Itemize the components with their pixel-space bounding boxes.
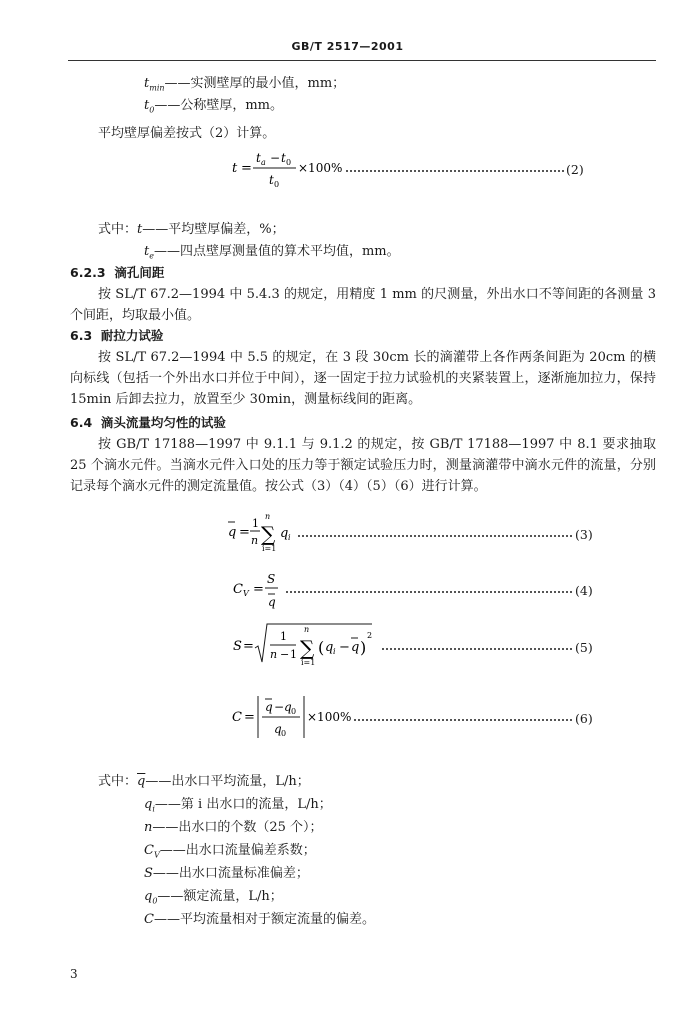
section-number: 6.2.3 xyxy=(70,265,106,280)
def-s-text: ——出水口流量标准偏差； xyxy=(152,866,309,881)
svg-text:i=1: i=1 xyxy=(262,544,277,553)
def-t-text: ——平均壁厚偏差，%； xyxy=(142,222,285,237)
formula-6-number: (6) xyxy=(575,711,593,726)
def-qbar xyxy=(98,770,310,789)
svg-text:∑: ∑ xyxy=(300,636,315,660)
def-n-text: ——出水口的个数（25 个）； xyxy=(152,820,323,835)
svg-text:q: q xyxy=(351,640,360,655)
def-prefix: 式中： xyxy=(98,774,138,789)
svg-text:S: S xyxy=(267,572,276,586)
formula-3-number: (3) xyxy=(575,527,593,542)
formula-5 xyxy=(0,618,695,674)
svg-text:q: q xyxy=(284,700,292,714)
svg-text:n: n xyxy=(304,625,310,634)
formula-6-leader xyxy=(354,719,572,721)
section-6-4-heading xyxy=(70,413,226,431)
svg-text:=: = xyxy=(244,710,255,725)
svg-text:n: n xyxy=(270,648,278,661)
svg-text:−: − xyxy=(280,648,290,661)
svg-text:0: 0 xyxy=(286,158,292,167)
header-rule xyxy=(68,60,656,61)
svg-text:∑: ∑ xyxy=(261,522,276,546)
def-qbar-text: ——出水口平均流量，L/h； xyxy=(145,774,310,789)
def-t xyxy=(98,218,285,237)
svg-text:q: q xyxy=(280,526,289,541)
def-c-text: ——平均流量相对于额定流量的偏差。 xyxy=(153,912,375,927)
svg-text:1: 1 xyxy=(280,630,287,643)
svg-text:i: i xyxy=(288,533,291,542)
def-te-text: ——四点壁厚测量值的算术平均值，mm。 xyxy=(153,244,400,259)
svg-text:0: 0 xyxy=(274,180,280,189)
svg-text:0: 0 xyxy=(291,707,297,716)
formula-4-number: (4) xyxy=(575,583,593,598)
svg-text:n: n xyxy=(251,534,259,547)
formula-5-number: (5) xyxy=(575,640,593,655)
def-cv-text: ——出水口流量偏差系数； xyxy=(159,843,316,858)
svg-text:V: V xyxy=(243,589,249,598)
section-title: 滴头流量均匀性的试验 xyxy=(100,415,226,430)
svg-text:t: t xyxy=(256,151,261,165)
symbol-tmin: $t_{min}$ xyxy=(144,76,165,93)
def-t0 xyxy=(144,94,283,115)
svg-text:−: − xyxy=(339,640,350,655)
svg-text:0: 0 xyxy=(281,729,287,738)
symbol-t0: $t_0$ xyxy=(144,98,155,115)
svg-text:q: q xyxy=(274,722,282,736)
svg-text:i=1: i=1 xyxy=(301,658,316,667)
def-n xyxy=(144,816,323,835)
section-title: 滴孔间距 xyxy=(114,265,165,280)
symbol-qi: $q_i$ xyxy=(144,797,155,814)
section-6-3-heading xyxy=(70,326,163,344)
def-qi-text: ——第 i 出水口的流量，L/h； xyxy=(154,797,332,812)
symbol-te: $t_e$ xyxy=(144,244,154,261)
svg-text:q: q xyxy=(325,640,334,655)
section-6-2-3-body: 按 SL/T 67.2—1994 中 5.4.3 的规定，用精度 1 mm 的尺测量，外出水口不等间距的各测量 3 个间距，均取最小值。 xyxy=(70,287,656,323)
section-title: 耐拉力试验 xyxy=(100,328,164,343)
svg-text:t: t xyxy=(232,161,238,176)
symbol-s: S xyxy=(144,866,153,881)
formula-4-leader xyxy=(286,591,572,593)
formula-4 xyxy=(0,568,695,612)
formula-3-leader xyxy=(298,535,572,537)
svg-text:=: = xyxy=(239,525,250,540)
svg-text:×100%: ×100% xyxy=(298,161,343,175)
svg-text:=: = xyxy=(243,639,254,654)
svg-text:q: q xyxy=(265,700,273,714)
formula-2-leader xyxy=(346,170,564,172)
svg-text:n: n xyxy=(265,512,271,521)
section-6-2-3-heading xyxy=(70,263,164,281)
symbol-c: C xyxy=(144,912,154,927)
svg-text:): ) xyxy=(360,638,367,657)
intro-formula2: 平均壁厚偏差按式（2）计算。 xyxy=(98,126,276,141)
def-te xyxy=(144,240,400,261)
def-prefix: 式中： xyxy=(98,222,138,237)
formula-2-number: (2) xyxy=(566,162,584,177)
section-number: 6.4 xyxy=(70,415,93,430)
svg-text:×100%: ×100% xyxy=(307,710,352,724)
svg-text:1: 1 xyxy=(290,648,297,661)
formula-2 xyxy=(0,148,695,188)
svg-text:(: ( xyxy=(318,638,325,657)
def-cv xyxy=(144,839,316,860)
page-header: GB/T 2517—2001 xyxy=(291,40,404,53)
def-t0-text: ——公称壁厚，mm。 xyxy=(154,98,283,113)
svg-text:q: q xyxy=(228,525,237,540)
section-6-4-body: 按 GB/T 17188—1997 中 9.1.1 与 9.1.2 的规定，按 GB/T 17188—1997 中 8.1 要求抽取 25 个滴水元件。当滴水元件入口处的压力等于额定试验压力时，测量滴灌带中滴水元件的流量，分别记录每个滴水元件的测定流量值。按公式（3）（4）（5）（6）进行计算。 xyxy=(70,437,656,494)
section-6-3-body: 按 SL/T 67.2—1994 中 5.5 的规定，在 3 段 30cm 长的滴灌带上各作两条间距为 20cm 的横向标线（包括一个外出水口并位于中间），逐一固定于拉力试验机的夹紧装置上，逐渐施加拉力，保持 15min 后卸去拉力，放置至少 30min，测量标线间的距离。 xyxy=(70,350,656,407)
def-c xyxy=(144,908,375,927)
svg-text:q: q xyxy=(268,595,276,609)
svg-text:=: = xyxy=(253,582,264,597)
formula-3 xyxy=(0,508,695,556)
symbol-t: t xyxy=(137,222,143,237)
svg-text:S: S xyxy=(233,639,242,654)
svg-text:a: a xyxy=(261,158,266,167)
page-number: 3 xyxy=(70,967,78,981)
def-s xyxy=(144,862,309,881)
svg-text:=: = xyxy=(241,161,252,176)
def-tmin-text: ——实测壁厚的最小值，mm； xyxy=(164,76,346,91)
svg-text:t: t xyxy=(269,173,274,187)
svg-text:−: − xyxy=(270,151,281,165)
svg-text:i: i xyxy=(333,647,336,656)
symbol-n: n xyxy=(144,820,153,835)
def-q0 xyxy=(144,885,283,906)
section-number: 6.3 xyxy=(70,328,93,343)
symbol-cv: $C_V$ xyxy=(144,843,160,860)
svg-text:2: 2 xyxy=(367,631,373,640)
formula-5-leader xyxy=(382,648,572,650)
symbol-q0: $q_0$ xyxy=(144,889,158,906)
formula-6 xyxy=(0,692,695,744)
svg-text:C: C xyxy=(232,710,242,725)
svg-text:t: t xyxy=(281,151,286,165)
def-tmin xyxy=(144,72,345,93)
def-qi xyxy=(144,793,332,814)
svg-text:1: 1 xyxy=(252,517,259,530)
svg-text:C: C xyxy=(233,582,243,597)
def-q0-text: ——额定流量，L/h； xyxy=(157,889,283,904)
svg-text:−: − xyxy=(274,700,285,714)
symbol-qbar: $\overline{q}$ xyxy=(137,774,146,789)
